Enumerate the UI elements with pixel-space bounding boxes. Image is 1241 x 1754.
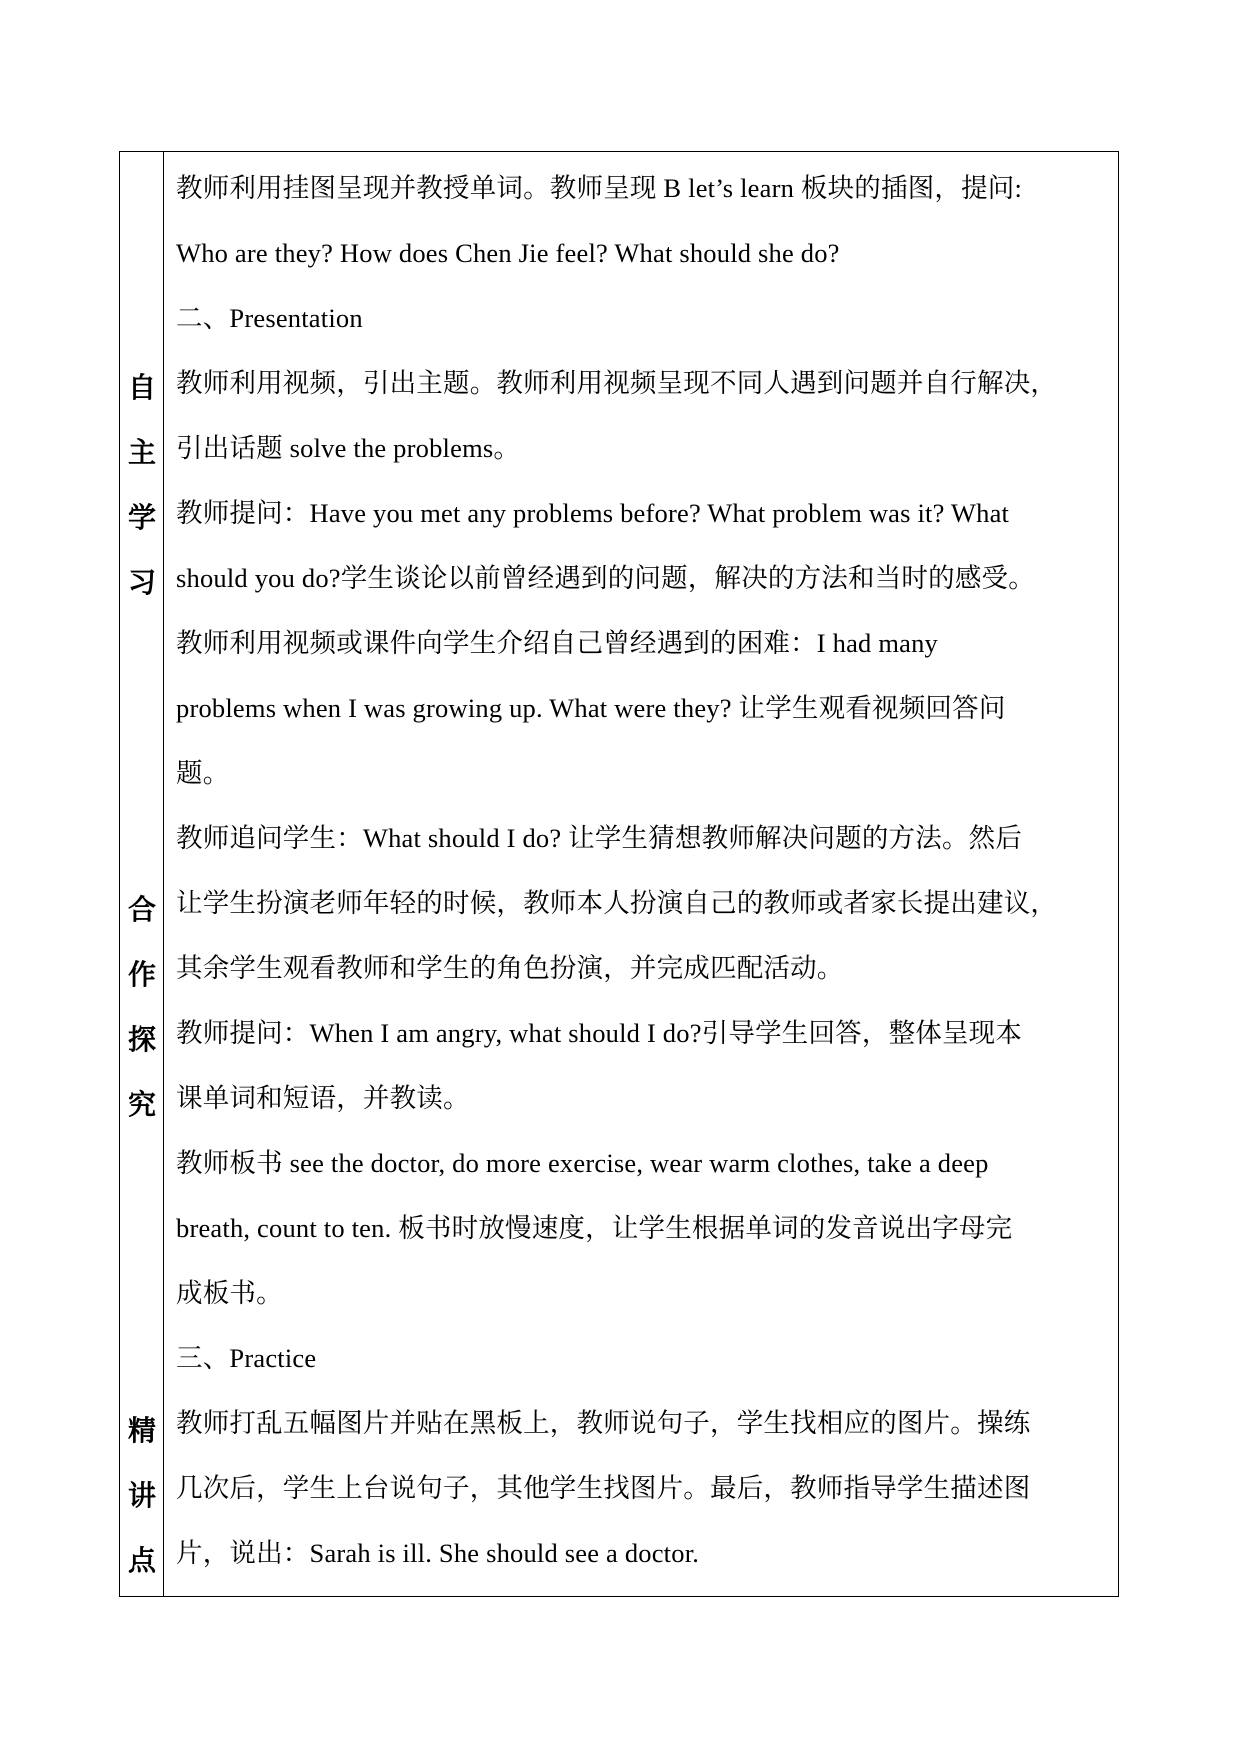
lesson-table — [119, 151, 1119, 1597]
text-line: 教师提问：Have you met any problems before? What problem was it? What — [176, 498, 1010, 528]
label-char: 主 — [127, 436, 156, 469]
text-line: 引出话题 solve the problems。 — [176, 433, 521, 463]
text-line: 片，说出：Sarah is ill. She should see a doctor. — [176, 1538, 700, 1568]
text-line: 几次后，学生上台说句子，其他学生找图片。最后，教师指导学生描述图 — [176, 1473, 1031, 1503]
label-char: 探 — [127, 1023, 156, 1056]
label-char: 精 — [127, 1414, 156, 1447]
text-line: 教师追问学生：What should I do? 让学生猜想教师解决问题的方法。然后 — [176, 823, 1023, 853]
label-char: 合 — [127, 893, 156, 926]
label-char: 点 — [127, 1544, 156, 1577]
text-line: 教师板书 see the doctor, do more exercise, wear warm clothes, take a deep — [176, 1148, 989, 1178]
label-char: 自 — [127, 371, 156, 404]
text-line: should you do?学生谈论以前曾经遇到的问题，解决的方法和当时的感受。 — [176, 563, 1035, 593]
text-line: 题。 — [176, 758, 230, 788]
section-heading: 二、Presentation — [176, 303, 363, 333]
text-line: breath, count to ten. 板书时放慢速度，让学生根据单词的发音说出字母完 — [176, 1213, 1013, 1243]
text-line: 教师打乱五幅图片并贴在黑板上，教师说句子，学生找相应的图片。操练 — [176, 1408, 1031, 1438]
text-line: problems when I was growing up. What were they? 让学生观看视频回答问 — [176, 693, 1006, 723]
label-char: 习 — [127, 566, 156, 599]
label-char: 究 — [127, 1088, 156, 1121]
section-label-column — [120, 152, 164, 1596]
text-line: 课单词和短语，并教读。 — [176, 1083, 470, 1113]
text-line: 教师利用视频，引出主题。教师利用视频呈现不同人遇到问题并自行解决， — [176, 368, 1058, 398]
text-line: 其余学生观看教师和学生的角色扮演，并完成匹配活动。 — [176, 953, 844, 983]
text-line: 成板书。 — [176, 1278, 283, 1308]
text-line: 教师利用挂图呈现并教授单词。教师呈现 B let’s learn 板块的插图，提问: — [176, 173, 1023, 203]
text-line: 让学生扮演老师年轻的时候，教师本人扮演自己的教师或者家长提出建议， — [176, 888, 1058, 918]
label-char: 讲 — [127, 1479, 156, 1512]
section-heading: 三、Practice — [176, 1343, 317, 1373]
text-line: 教师提问：When I am angry, what should I do?引导学生回答，整体呈现本 — [176, 1018, 1023, 1048]
text-line: Who are they? How does Chen Jie feel? What should she do? — [176, 238, 840, 268]
label-char: 学 — [127, 501, 156, 534]
text-line: 教师利用视频或课件向学生介绍自己曾经遇到的困难：I had many — [176, 628, 939, 658]
label-char: 作 — [127, 958, 156, 991]
lesson-content — [164, 152, 1118, 1596]
